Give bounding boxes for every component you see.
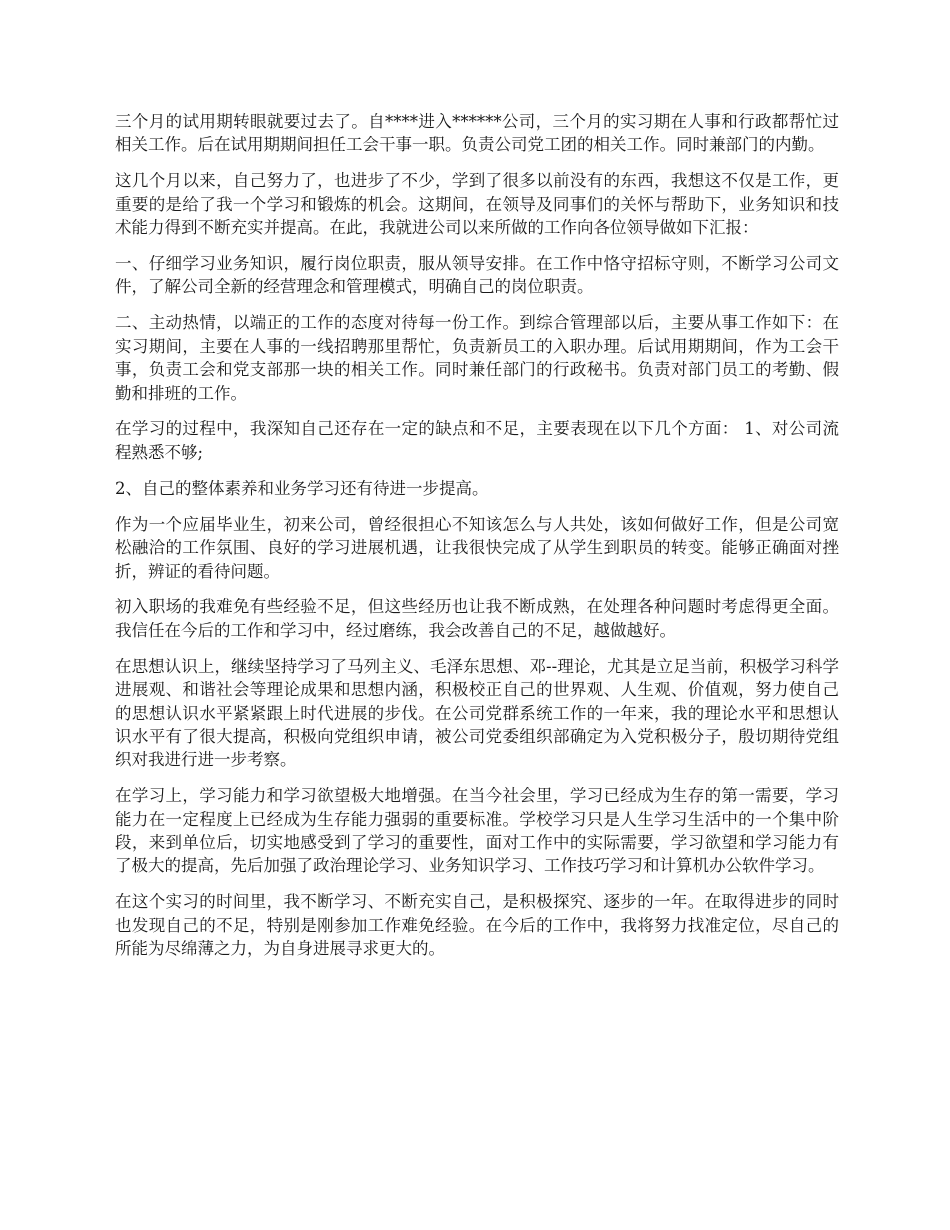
paragraph-3: 一、仔细学习业务知识，履行岗位职责，服从领导安排。在工作中恪守招标守则，不断学习公司文件，了解公司全新的经营理念和管理模式，明确自己的岗位职责。 [115,254,839,297]
paragraph-6: 2、自己的整体素养和业务学习还有待进一步提高。 [115,478,489,498]
paragraph-1: 三个月的试用期转眼就要过去了。自****进入******公司，三个月的实习期在人事和行政都帮忙过相关工作。后在试用期期间担任工会干事一职。负责公司党工团的相关工作。同时兼部门的内勤。 [115,112,839,155]
paragraph-2: 这几个月以来，自己努力了，也进步了不少，学到了很多以前没有的东西，我想这不仅是工作，更重要的是给了我一个学习和锻炼的机会。这期间，在领导及同事们的关怀与帮助下，业务知识和技术能力得到不断充实并提高。在此，我就进公司以来所做的工作向各位领导做如下汇报： [115,171,839,238]
paragraph-7: 作为一个应届毕业生，初来公司，曾经很担心不知该怎么与人共处，该如何做好工作，但是公司宽松融洽的工作氛围、良好的学习进展机遇，让我很快完成了从学生到职员的转变。能够正确面对挫折，辨证的看待问题。 [115,514,839,581]
paragraph-4: 二、主动热情，以端正的工作的态度对待每一份工作。到综合管理部以后，主要从事工作如下：在实习期间，主要在人事的一线招聘那里帮忙，负责新员工的入职办理。后试用期期间，作为工会干事，负责工会和党支部那一块的相关工作。同时兼任部门的行政秘书。负责对部门员工的考勤、假勤和排班的工作。 [115,313,839,403]
paragraph-11: 在这个实习的时间里，我不断学习、不断充实自己，是积极探究、逐步的一年。在取得进步的同时也发现自己的不足，特别是刚参加工作难免经验。在今后的工作中，我将努力找准定位，尽自己的所能为尽绵薄之力，为自身进展寻求更大的。 [115,892,839,959]
paragraph-10: 在学习上，学习能力和学习欲望极大地增强。在当今社会里，学习已经成为生存的第一需要，学习能力在一定程度上已经成为生存能力强弱的重要标准。学校学习只是人生学习生活中的一个集中阶段，来到单位后，切实地感受到了学习的重要性，面对工作中的实际需要，学习欲望和学习能力有了极大的提高，先后加强了政治理论学习、业务知识学习、工作技巧学习和计算机办公软件学习。 [115,786,839,876]
document-body [115,110,839,973]
paragraph-5: 在学习的过程中，我深知自己还存在一定的缺点和不足，主要表现在以下几个方面： 1、对公司流程熟悉不够; [115,419,839,462]
paragraph-9: 在思想认识上，继续坚持学习了马列主义、毛泽东思想、邓--理论，尤其是立足当前，积极学习科学进展观、和谐社会等理论成果和思想内涵，积极校正自己的世界观、人生观、价值观，努力使自己的思想认识水平紧紧跟上时代进展的步伐。在公司党群系统工作的一年来，我的理论水平和思想认识水平有了很大提高，积极向党组织申请，被公司党委组织部确定为入党积极分子，殷切期待党组织对我进行进一步考察。 [115,656,839,770]
paragraph-8: 初入职场的我难免有些经验不足，但这些经历也让我不断成熟，在处理各种问题时考虑得更全面。我信任在今后的工作和学习中，经过磨练，我会改善自己的不足，越做越好。 [115,597,839,640]
